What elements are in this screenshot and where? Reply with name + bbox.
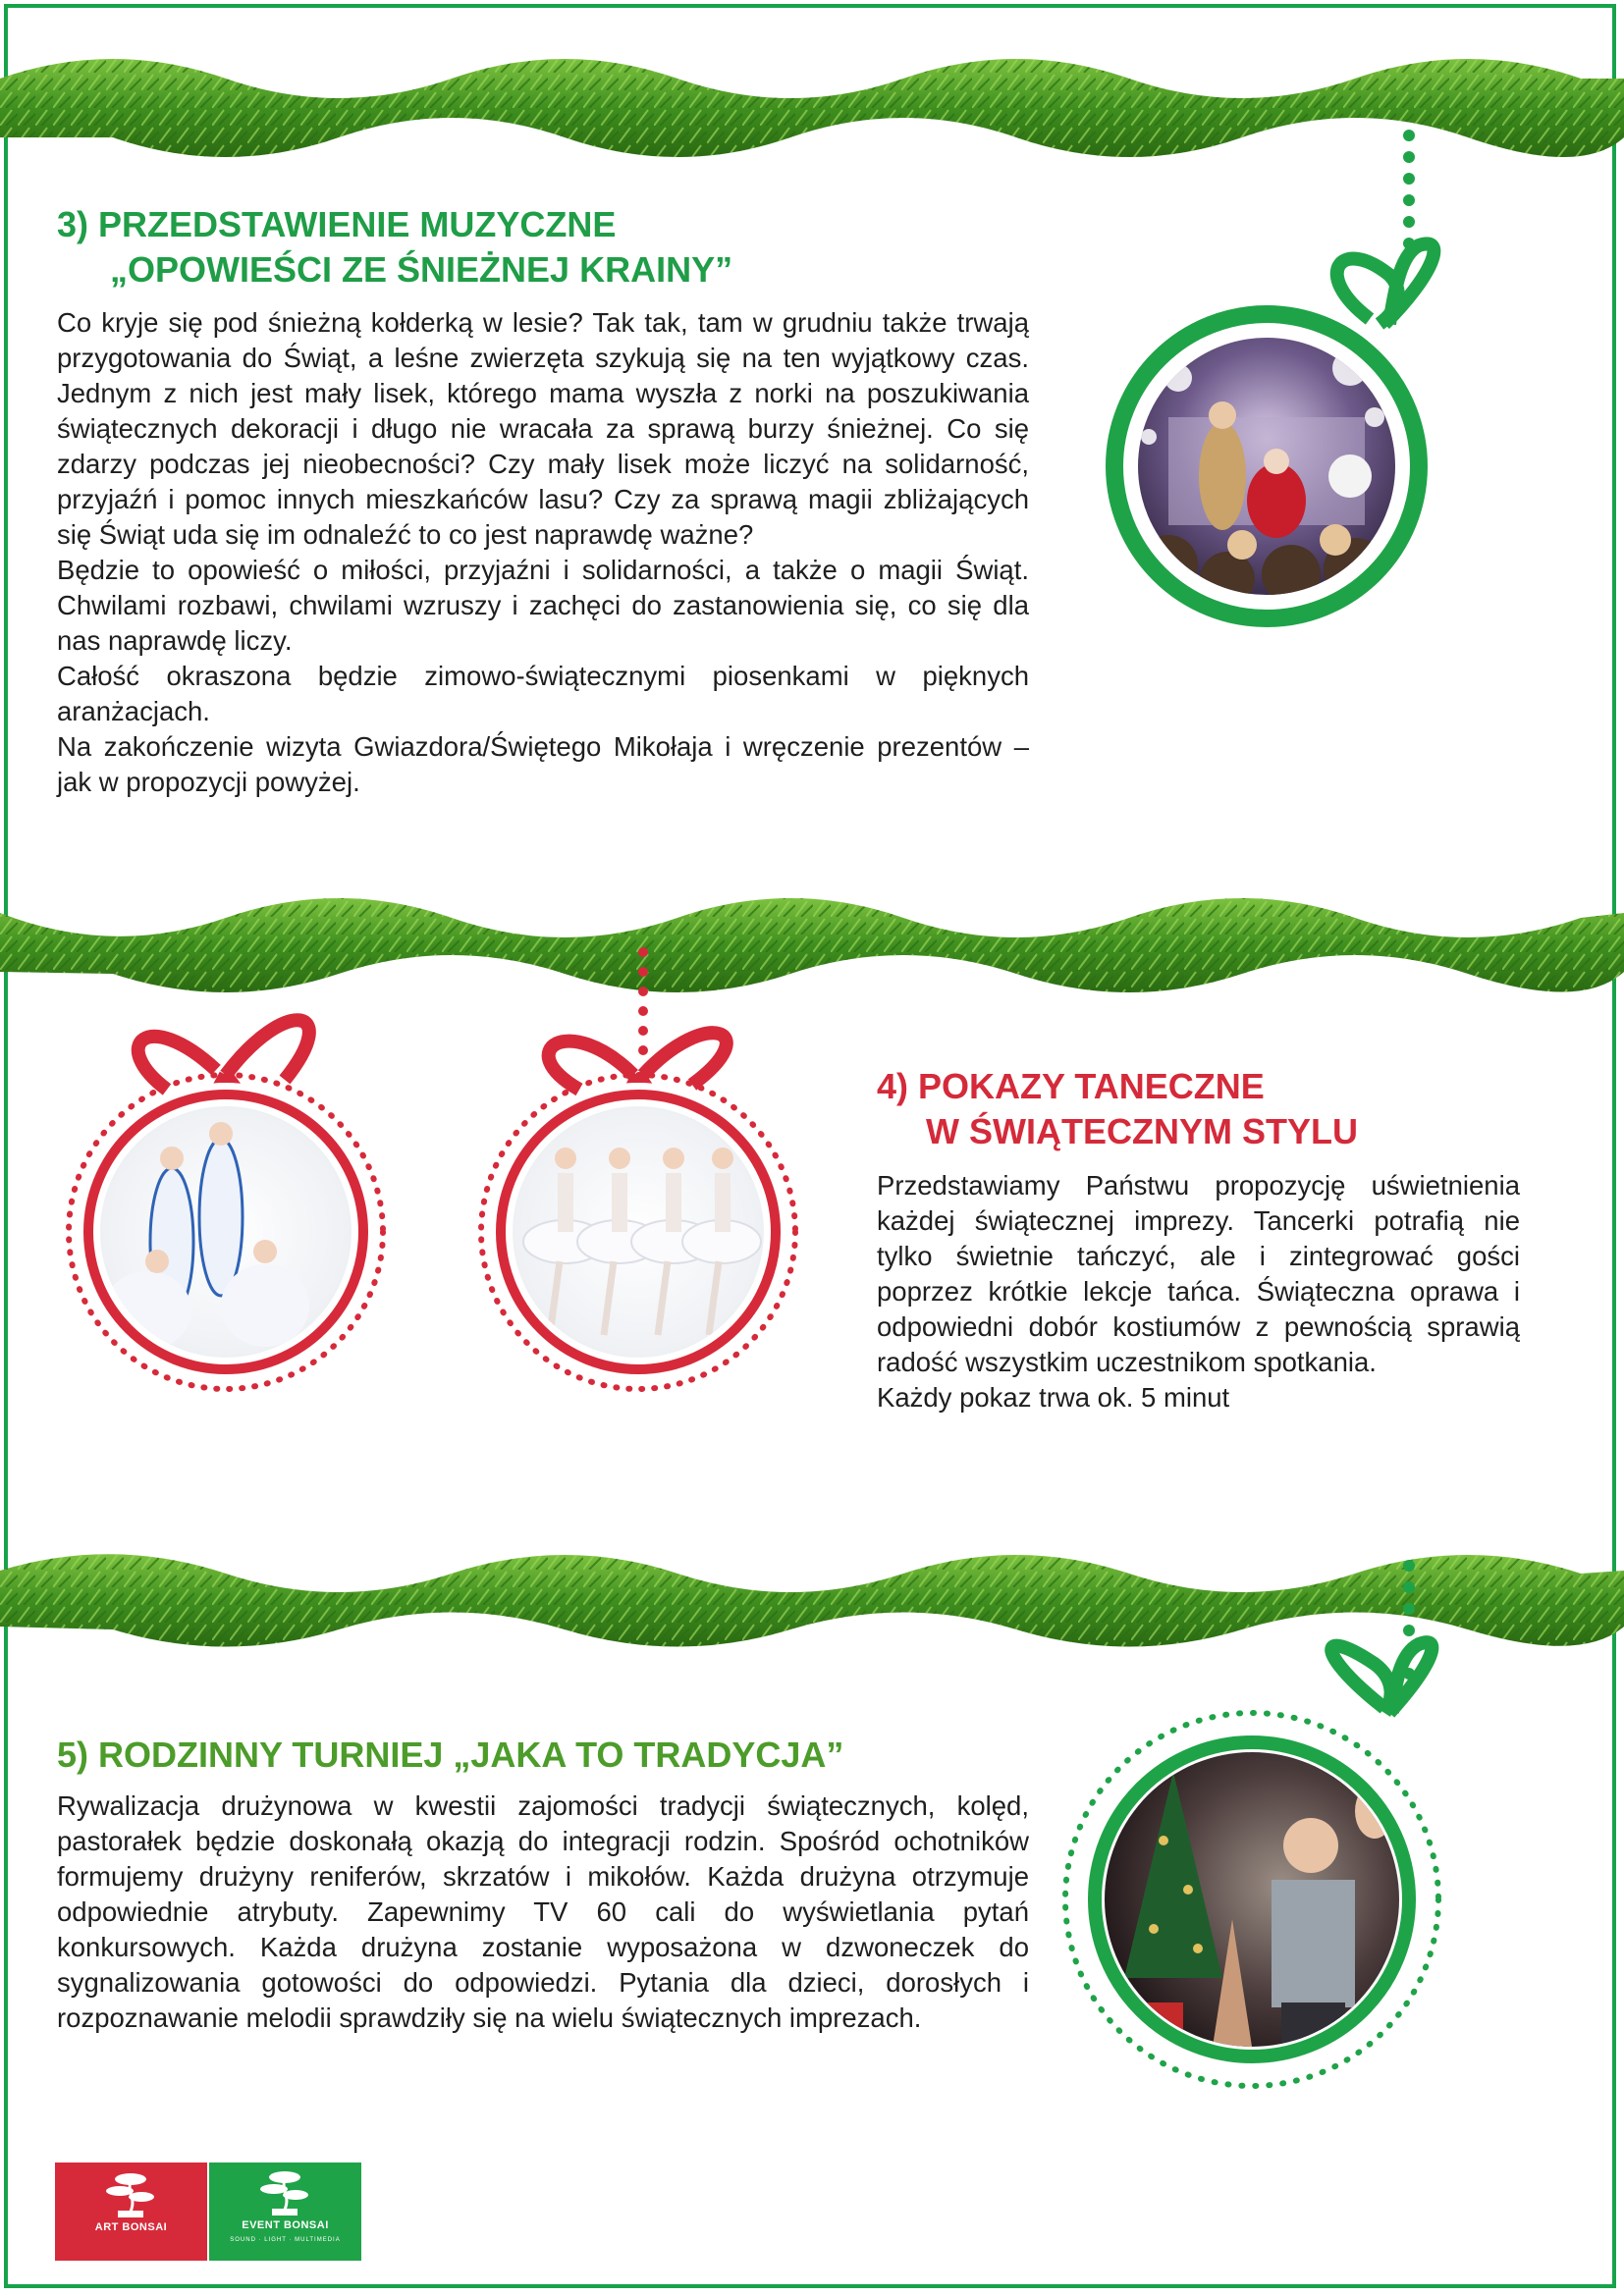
ornament-ribbon-icon — [1041, 1556, 1453, 2184]
art-bonsai-logo — [55, 2163, 207, 2261]
ornament-ribbon-icon — [29, 967, 481, 1468]
section3-paragraph: Będzie to opowieść o miłości, przyjaźni i solidarności, a także o magii Świąt. Chwilami rozbawi, chwilami wzruszy i zachęci do zastanowienia się, co się dla nas naprawdę liczy. — [57, 555, 1029, 656]
ornament-ribbon-icon — [1065, 128, 1448, 756]
bonsai-tree-icon — [101, 2170, 160, 2219]
ornament-ribbon-icon — [432, 942, 844, 1472]
section3-title — [57, 202, 732, 293]
section3-title-line2: „OPOWIEŚCI ZE ŚNIEŻNEJ KRAINY” — [110, 249, 733, 290]
section4-paragraph: Każdy pokaz trwa ok. 5 minut — [877, 1382, 1230, 1413]
section3-paragraph: Całość okraszona będzie zimowo-świątecznymi piosenkami w pięknych aranżacjach. — [57, 661, 1029, 726]
bonsai-tree-icon — [255, 2168, 314, 2217]
event-bonsai-tagline: SOUND · LIGHT · MULTIMEDIA — [230, 2237, 341, 2243]
section3-text — [57, 305, 1029, 800]
event-bonsai-logo — [209, 2163, 361, 2261]
section4-title-line2: W ŚWIĄTECZNYM STYLU — [926, 1111, 1358, 1151]
section5-title: 5) RODZINNY TURNIEJ „JAKA TO TRADYCJA” — [57, 1735, 844, 1775]
section3-paragraph: Co kryje się pod śnieżną kołderką w lesie? Tak tak, tam w grudniu także trwają przygotowania do Świąt, a leśne zwierzęta szykują się na ten wyjątkowy czas. Jednym z nich jest mały lisek, którego mama wyszła z norki na poszukiwania świątecznych dekoracji i długo nie wracała za sprawą burzy śnieżnej. Co się zdarzy podczas jej nieobecności? Czy mały lisek może liczyć na solidarność, przyjaźń i pomoc innych mieszkańców lasu? Czy za sprawą magii zbliżających się Świąt uda się im odnaleźć to co jest naprawdę ważne? — [57, 307, 1029, 550]
section4-paragraph: Przedstawiamy Państwu propozycję uświetnienia każdej świątecznej imprezy. Tancerki potrafią nie tylko świetnie tańczyć, ale i zintegrować gości poprzez krótkie lekcje tańca. Świąteczna oprawa i odpowiedni dobór kostiumów z pewnością sprawią radość wszystkim uczestnikom spotkania. — [877, 1170, 1520, 1377]
section4-text — [877, 1168, 1520, 1415]
section4-title-line1: 4) POKAZY TANECZNE — [877, 1066, 1265, 1106]
art-bonsai-label: ART BONSAI — [94, 2221, 168, 2233]
section3-title-line1: 3) PRZEDSTAWIENIE MUZYCZNE — [57, 204, 617, 244]
event-bonsai-label: EVENT BONSAI — [242, 2219, 329, 2231]
section5-paragraph: Rywalizacja drużynowa w kwestii zajomości tradycji świątecznych, kolęd, pastorałek będzie doskonałą okazją do integracji rodzin. Spośród ochotników formujemy drużyny reniferów, skrzatów i mikołów. Każda drużyna otrzymuje odpowiednie atrybuty. Zapewnimy TV 60 cali do wyświetlania pytań konkursowych. Każda drużyna zostanie wyposażona w dzwoneczek do sygnalizowania gotowości do odpowiedzi. Pytania dla dzieci, dorosłych i rozpoznawanie melodii sprawdziły się na wielu świątecznych imprezach. — [57, 1790, 1029, 2033]
section3-paragraph: Na zakończenie wizyta Gwiazdora/Świętego Mikołaja i wręczenie prezentów – jak w propozycji powyżej. — [57, 731, 1029, 797]
section4-title — [877, 1064, 1358, 1154]
section5-text — [57, 1789, 1029, 2036]
